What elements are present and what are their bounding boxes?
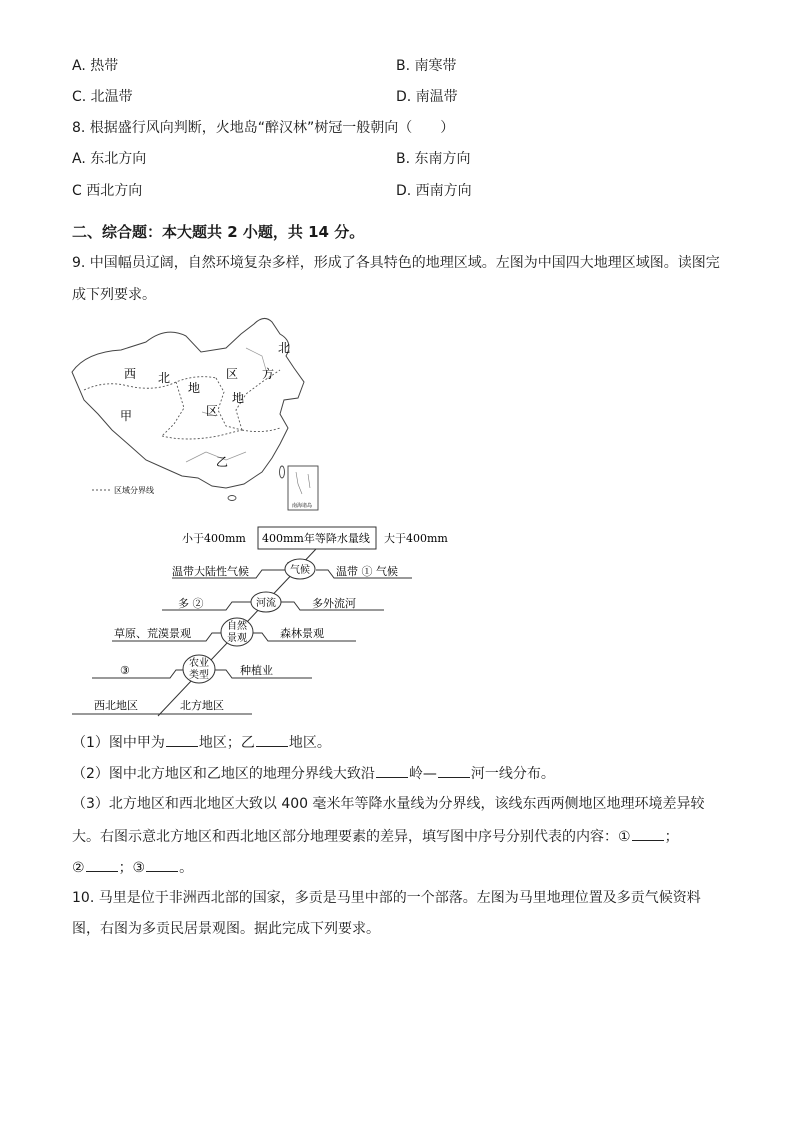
region-comparison-diagram <box>66 520 456 720</box>
answer-blank[interactable] <box>632 826 664 841</box>
q8-stem: 8. 根据盛行风向判断，火地岛“醉汉林”树冠一般朝向（ ） <box>72 120 455 136</box>
answer-blank[interactable] <box>86 857 118 872</box>
landscape-right: 森林景观 <box>280 627 324 640</box>
q7-option-d: D. 南温带 <box>396 89 458 105</box>
map-label-fang: 方 <box>262 367 275 381</box>
map-label-jia: 甲 <box>120 409 133 423</box>
answer-blank[interactable] <box>166 732 198 747</box>
q9-sub3-line1: （3）北方地区和西北地区大致以 400 毫米年等降水量线为分界线，该线东西两侧地区地理环境差异较 <box>72 796 705 812</box>
map-label-xi: 西 <box>124 367 137 381</box>
map-label-bei2: 北 <box>278 341 291 355</box>
q7-option-a: A. 热带 <box>72 58 119 74</box>
bottom-right-label: 北方地区 <box>180 699 224 712</box>
section-heading: 二、综合题：本大题共 2 小题，共 14 分。 <box>72 223 365 241</box>
q7-option-b: B. 南寒带 <box>396 58 457 74</box>
diagram-left-top: 小于400mm <box>182 532 246 545</box>
q8-option-a: A. 东北方向 <box>72 151 147 167</box>
landscape-node-text1: 自然 <box>227 621 247 632</box>
q8-option-d: D. 西南方向 <box>396 183 472 199</box>
map-label-di1: 地 <box>188 381 201 395</box>
answer-blank[interactable] <box>438 763 470 778</box>
answer-blank[interactable] <box>256 732 288 747</box>
q10-stem-line1: 10. 马里是位于非洲西北部的国家，多贡是马里中部的一个部落。左图为马里地理位置及多贡气候资料 <box>72 890 701 906</box>
bottom-left-label: 西北地区 <box>94 699 138 712</box>
q9-sub2: （2）图中北方地区和乙地区的地理分界线大致沿 岭— 河一线分布。 <box>72 763 555 784</box>
map-label-bei: 北 <box>158 371 171 385</box>
river-node-text: 河流 <box>256 598 276 609</box>
diagram-right-top: 大于400mm <box>384 532 448 545</box>
river-right: 多外流河 <box>312 597 356 610</box>
agriculture-node-text1: 农业 <box>189 658 209 669</box>
climate-left: 温带大陆性气候 <box>172 565 249 578</box>
answer-blank[interactable] <box>146 857 178 872</box>
climate-node-text: 气候 <box>290 565 310 576</box>
map-label-yi: 乙 <box>216 455 229 469</box>
answer-blank[interactable] <box>376 763 408 778</box>
q8-option-b: B. 东南方向 <box>396 151 471 167</box>
q9-sub3-line3: ② ；③ 。 <box>72 857 193 878</box>
diagram-center-box-text: 400mm年等降水量线 <box>262 532 370 545</box>
q10-stem-line2: 图，右图为多贡民居景观图。据此完成下列要求。 <box>72 921 380 937</box>
climate-right: 温带 ① 气候 <box>336 565 398 578</box>
agriculture-node-text2: 类型 <box>189 670 209 681</box>
inset-caption: 南海诸岛 <box>292 503 313 509</box>
q9-stem-line1: 9. 中国幅员辽阔，自然环境复杂多样，形成了各具特色的地理区域。左图为中国四大地理区域图。读图完 <box>72 255 720 271</box>
q8-option-c: C 西北方向 <box>72 183 143 199</box>
q9-sub3-line2: 大。右图示意北方地区和西北地区部分地理要素的差异，填写图中序号分别代表的内容：① ； <box>72 826 679 847</box>
map-label-qu1: 区 <box>226 367 239 381</box>
river-left: 多 ② <box>178 597 204 610</box>
q9-sub1: （1）图中甲为 地区；乙 地区。 <box>72 732 331 753</box>
map-label-di2: 地 <box>232 391 245 405</box>
landscape-node-text2: 景观 <box>227 633 247 644</box>
landscape-left: 草原、荒漠景观 <box>114 627 191 640</box>
map-legend-label: 区域分界线 <box>114 486 154 495</box>
agriculture-right: 种植业 <box>240 664 273 677</box>
china-region-map <box>66 312 356 512</box>
q7-option-c: C. 北温带 <box>72 89 133 105</box>
map-label-qu2: 区 <box>206 404 219 418</box>
agriculture-left: ③ <box>120 664 130 677</box>
q9-stem-line2: 成下列要求。 <box>72 287 156 303</box>
